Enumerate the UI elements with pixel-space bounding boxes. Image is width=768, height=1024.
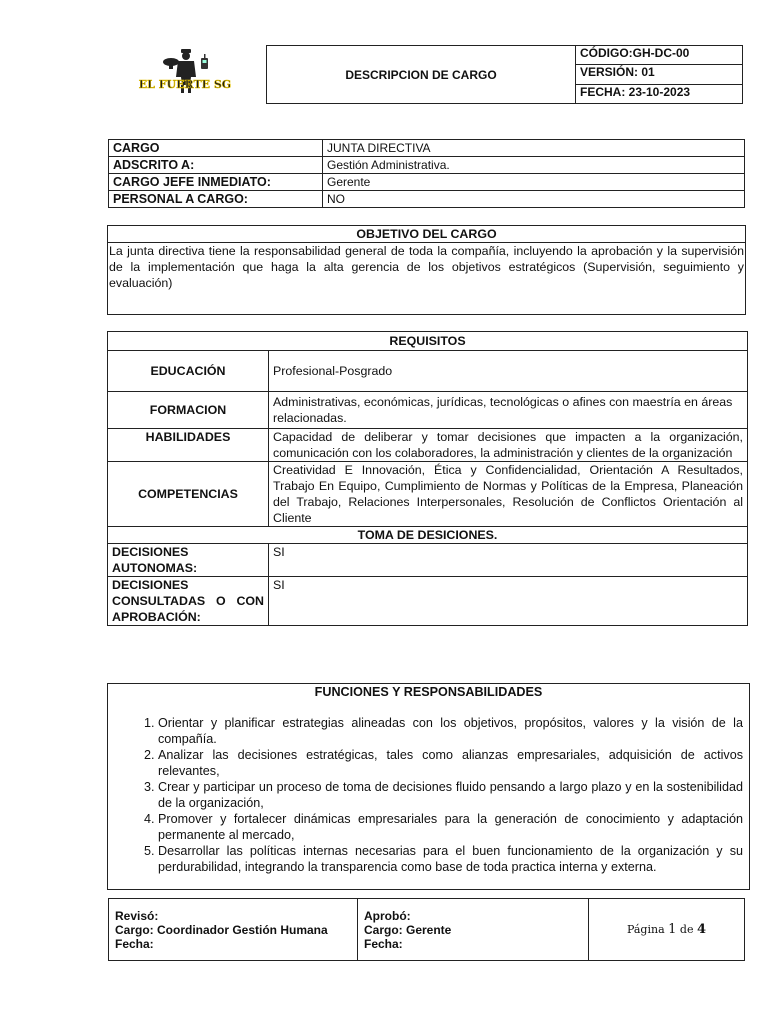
reviso-block xyxy=(109,899,358,961)
funcion-item: 5. Desarrollar las políticas internas necesarias para el buen funcionamiento de la organización y su perdurabilidad, integrando la transparencia como base de toda practica interna y externa. xyxy=(158,843,743,875)
requisitos-table xyxy=(107,331,748,626)
habilidades-value: Capacidad de deliberar y tomar decisiones que impacten a la organización, comunicación con los colaboradores, la administración y clientes de la organización xyxy=(269,429,748,462)
page-current: 1 xyxy=(668,921,677,937)
decisiones-autonomas-value: SI xyxy=(269,544,748,577)
educacion-row xyxy=(108,351,748,392)
decisiones-autonomas-label: DECISIONES AUTONOMAS: xyxy=(108,544,269,577)
funcion-item: 1. Orientar y planificar estrategias alineadas con los objetivos, propósitos, valores y la visión de la compañía. xyxy=(158,715,743,747)
formacion-row xyxy=(108,392,748,429)
adscrito-value: Gestión Administrativa. xyxy=(323,157,745,174)
adscrito-row xyxy=(109,157,745,174)
aprobo-fecha: Fecha: xyxy=(364,936,403,951)
jefe-value: Gerente xyxy=(323,174,745,191)
objetivo-text: La junta directiva tiene la responsabilidad general de toda la compañía, incluyendo la aprobación y la supervisión de la implementación que haga la alta gerencia de los objetivos estratégicos (Supervisión, seguimiento y evaluación) xyxy=(109,244,744,290)
page-of: de xyxy=(679,922,694,936)
logo-graphic xyxy=(105,45,265,103)
cargo-info-table xyxy=(108,139,745,208)
logo-text: EL FUERTE SG xyxy=(138,78,232,91)
personal-row xyxy=(109,191,745,208)
decisiones-consultadas-value: SI xyxy=(269,577,748,626)
aprobo-block xyxy=(358,899,589,961)
funcion-item: 4. Promover y fortalecer dinámicas empresariales para la generación de conocimiento y adaptación permanente al mercado, xyxy=(158,811,743,843)
objetivo-section xyxy=(107,225,746,315)
habilidades-row xyxy=(108,429,748,462)
cargo-value: JUNTA DIRECTIVA xyxy=(323,140,745,157)
competencias-label: COMPETENCIAS xyxy=(108,462,269,527)
funciones-list xyxy=(158,715,743,875)
doc-code: CÓDIGO:GH-DC-00 xyxy=(576,46,743,65)
competencias-value: Creatividad E Innovación, Ética y Confidencialidad, Orientación A Resultados, Trabajo En Equipo, Cumplimiento de Normas y Políticas de la Empresa, Planeación del Trabajo, Relaciones Interpersonales, Resolución de Conflictos Orientación al Cliente xyxy=(269,462,748,527)
formacion-label: FORMACION xyxy=(108,392,269,429)
requisitos-title: REQUISITOS xyxy=(108,332,748,351)
company-logo xyxy=(105,45,265,103)
document-header xyxy=(266,45,743,104)
aprobo-cargo: Cargo: Gerente xyxy=(364,922,452,937)
funcion-item: 2. Analizar las decisiones estratégicas, tales como alianzas empresariales, adquisición de activos relevantes, xyxy=(158,747,743,779)
toma-decisiones-title: TOMA DE DESICIONES. xyxy=(108,527,748,544)
approval-footer xyxy=(108,898,745,961)
adscrito-label: ADSCRITO A: xyxy=(109,157,323,174)
funcion-item: 3. Crear y participar un proceso de toma de decisiones fluido pensando a largo plazo y en la sostenibilidad de la organización, xyxy=(158,779,743,811)
funciones-section xyxy=(107,683,750,890)
reviso-label: Revisó: xyxy=(115,908,159,923)
reviso-fecha: Fecha: xyxy=(115,936,154,951)
funciones-title: FUNCIONES Y RESPONSABILIDADES xyxy=(314,685,543,699)
decisiones-autonomas-row xyxy=(108,544,748,577)
habilidades-label: HABILIDADES xyxy=(108,429,269,462)
objetivo-title: OBJETIVO DEL CARGO xyxy=(108,226,745,243)
educacion-label: EDUCACIÓN xyxy=(108,351,269,392)
jefe-row xyxy=(109,174,745,191)
personal-value: NO xyxy=(323,191,745,208)
decisiones-consultadas-row xyxy=(108,577,748,626)
page-number xyxy=(589,899,745,961)
educacion-value: Profesional-Posgrado xyxy=(269,351,748,392)
competencias-row xyxy=(108,462,748,527)
doc-version: VERSIÓN: 01 xyxy=(576,65,743,84)
doc-date: FECHA: 23-10-2023 xyxy=(576,84,743,103)
jefe-label: CARGO JEFE INMEDIATO: xyxy=(109,174,323,191)
document-title: DESCRIPCION DE CARGO xyxy=(267,46,576,104)
personal-label: PERSONAL A CARGO: xyxy=(109,191,323,208)
formacion-value: Administrativas, económicas, jurídicas, tecnológicas o afines con maestría en áreas relacionadas. xyxy=(269,392,748,429)
page-total: 4 xyxy=(696,921,707,937)
cargo-row xyxy=(109,140,745,157)
page-prefix: Página xyxy=(626,922,665,936)
reviso-cargo: Cargo: Coordinador Gestión Humana xyxy=(115,922,328,937)
decisiones-consultadas-label: DECISIONES CONSULTADAS O CON APROBACIÓN: xyxy=(108,577,269,626)
cargo-label: CARGO xyxy=(109,140,323,157)
aprobo-label: Aprobó: xyxy=(364,908,411,923)
